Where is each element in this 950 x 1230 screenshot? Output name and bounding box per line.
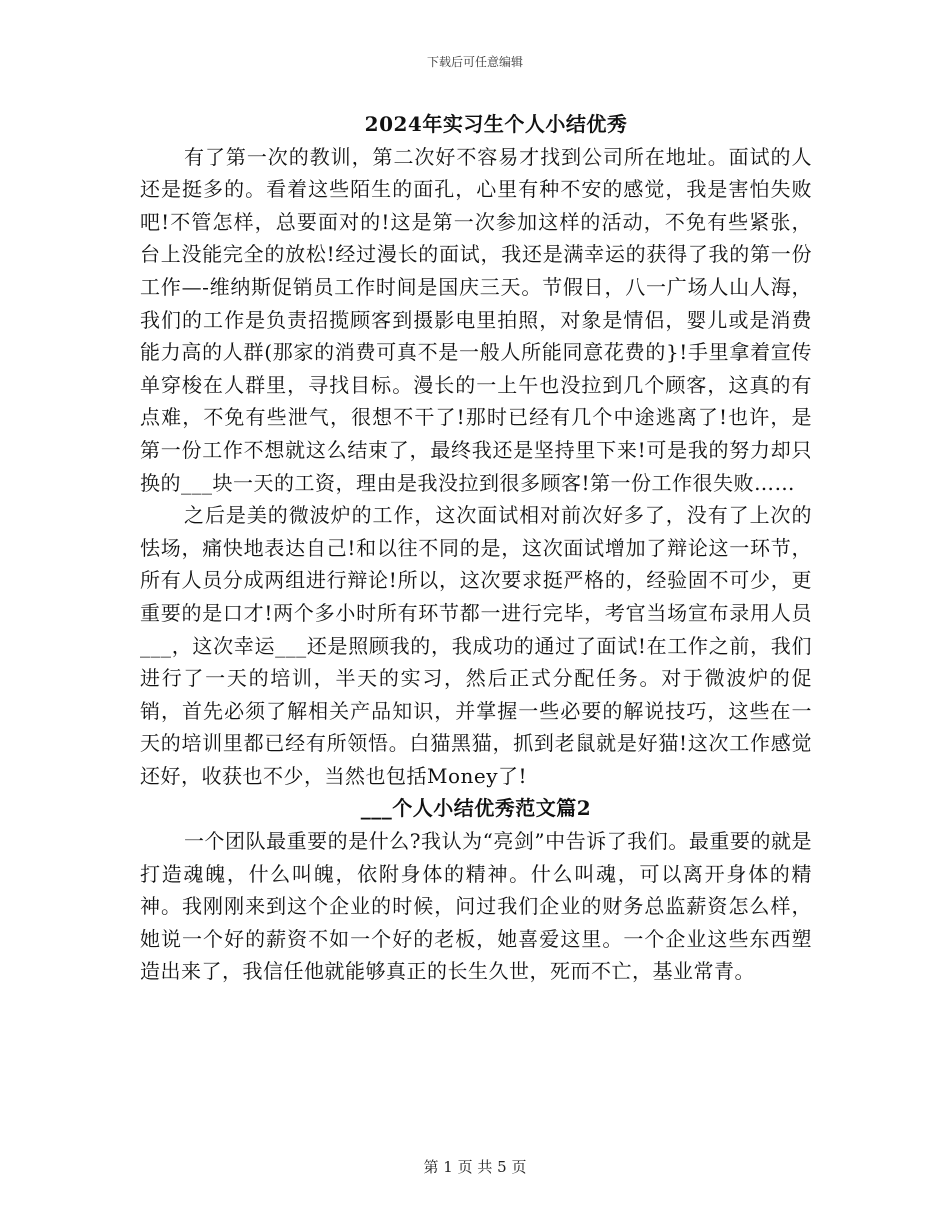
document-body xyxy=(140,108,812,988)
section2-paragraph-1: 一个团队最重要的是什么?我认为“亮剑”中告诉了我们。最重要的就是打造魂魄，什么叫魄，依附身体的精神。什么叫魂，可以离开身体的精神。我刚刚来到这个企业的时候，问过我们企业的财务总监薪资怎么样，她说一个好的薪资不如一个好的老板，她喜爱这里。一个企业这些东西塑造出来了，我信任他就能够真正的长生久世，死而不亡，基业常青。 xyxy=(140,829,812,984)
section2-title: ___个人小结优秀范文篇2 xyxy=(360,796,592,821)
paragraph-1: 有了第一次的教训，第二次好不容易才找到公司所在地址。面试的人还是挺多的。看着这些陌生的面孔，心里有种不安的感觉，我是害怕失败吧!不管怎样，总要面对的!这是第一次参加这样的活动，不免有些紧张，台上没能完全的放松!经过漫长的面试，我还是满幸运的获得了我的第一份工作—-维纳斯促销员工作时间是国庆三天。节假日，八一广场人山人海，我们的工作是负责招揽顾客到摄影电里拍照，对象是情侣，婴儿或是消费能力高的人群(那家的消费可真不是一般人所能同意花费的}!手里拿着宣传单穿梭在人群里，寻找目标。漫长的一上午也没拉到几个顾客，这真的有点难，不免有些泄气，很想不干了!那时已经有几个中途逃离了!也许，是第一份工作不想就这么结束了，最终我还是坚持里下来!可是我的努力却只换的___块一天的工资，理由是我没拉到很多顾客!第一份工作很失败…… xyxy=(140,144,812,495)
paragraph-2: 之后是美的微波炉的工作，这次面试相对前次好多了，没有了上次的怯场，痛快地表达自己!和以往不同的是，这次面试增加了辩论这一环节，所有人员分成两组进行辩论!所以，这次要求挺严格的，经验固不可少，更重要的是口才!两个多小时所有环节都一进行完毕，考官当场宣布录用人员___，这次幸运___还是照顾我的，我成功的通过了面试!在工作之前，我们进行了一天的培训，半天的实习，然后正式分配任务。对于微波炉的促销，首先必须了解相关产品知识，并掌握一些必要的解说技巧，这些在一天的培训里都已经有所领悟。白猫黑猫，抓到老鼠就是好猫!这次工作感觉还好，收获也不少，当然也包括Money了! xyxy=(140,503,812,788)
header-note: 下载后可任意编辑 xyxy=(426,55,523,69)
page-number: 第 1 页 共 5 页 xyxy=(423,1158,527,1176)
document-title: 2024年实习生个人小结优秀 xyxy=(364,112,628,136)
